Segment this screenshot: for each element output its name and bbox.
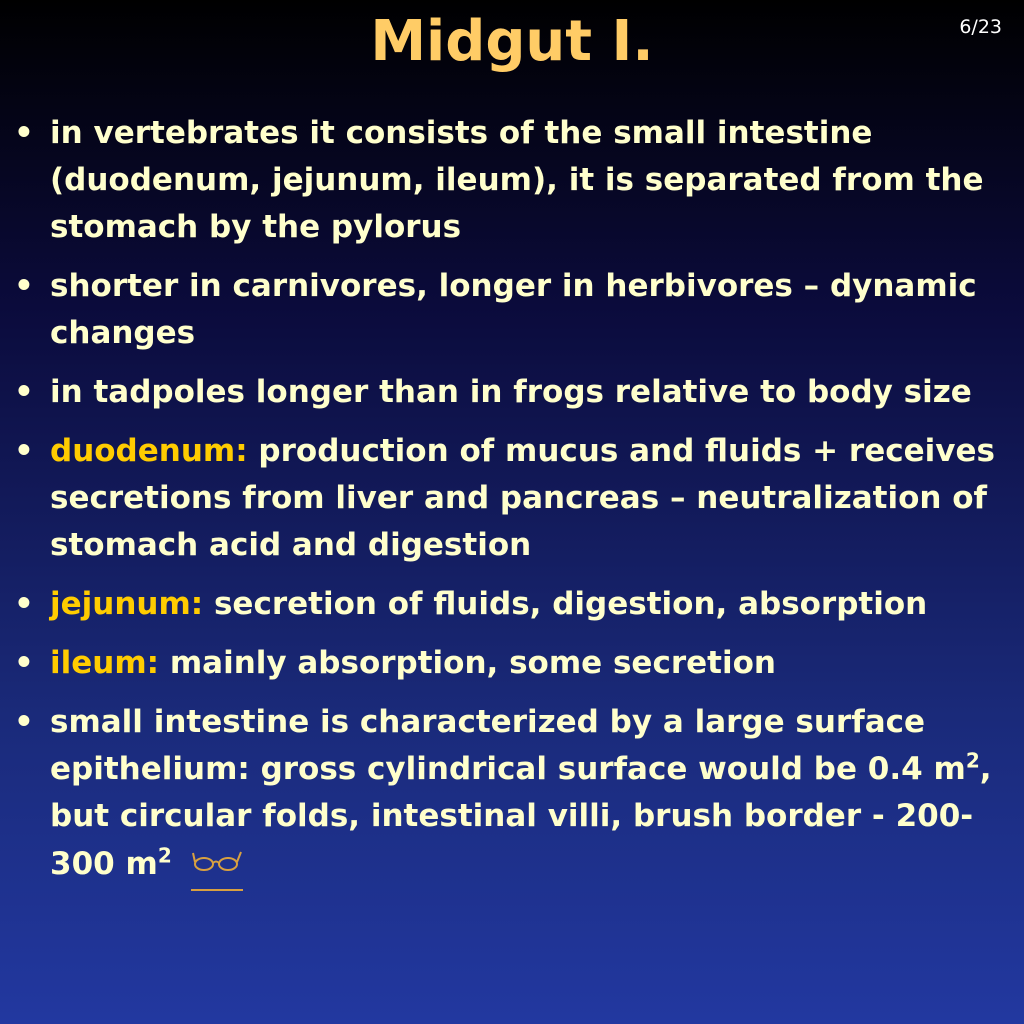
bullet-dot: • [14, 645, 34, 681]
bullet-text: small intestine is characterized by a large surface epithelium: gross cylindrical surface would be 0.4 m [50, 704, 966, 787]
bullet-item [14, 699, 1010, 891]
bullet-dot: • [14, 115, 34, 151]
bullet-dot: • [14, 374, 34, 410]
bullet-list [14, 110, 1010, 903]
bullet-item [14, 640, 1010, 687]
bullet-item [14, 263, 1010, 357]
bullet-item [14, 369, 1010, 416]
bullet-dot: • [14, 268, 34, 304]
page-number: 6/23 [959, 16, 1002, 38]
bullet-item [14, 581, 1010, 628]
bullet-text: shorter in carnivores, longer in herbivores – dynamic changes [50, 268, 977, 351]
bullet-term: duodenum: [50, 433, 248, 469]
bullet-item [14, 110, 1010, 251]
bullet-text: in vertebrates it consists of the small intestine (duodenum, jejunum, ileum), it is separated from the stomach by the pylorus [50, 115, 984, 245]
superscript: 2 [965, 748, 980, 773]
bullet-text: in tadpoles longer than in frogs relative to body size [50, 374, 972, 410]
bullet-term: ileum: [50, 645, 160, 681]
bullet-dot: • [14, 704, 34, 740]
bullet-dot: • [14, 586, 34, 622]
bullet-text: , but circular folds, intestinal villi, brush border - 200-300 m [50, 751, 992, 882]
bullet-text: secretion of fluids, digestion, absorption [213, 586, 928, 622]
superscript: 2 [157, 843, 172, 868]
bullet-term: jejunum: [50, 586, 204, 622]
glasses-icon-svg [191, 849, 243, 873]
bullet-text: mainly absorption, some secretion [169, 645, 776, 681]
glasses-icon[interactable] [191, 840, 243, 891]
slide-title: Midgut I. [370, 9, 654, 74]
bullet-item [14, 428, 1010, 569]
bullet-text: production of mucus and fluids + receives secretions from liver and pancreas – neutralization of stomach acid and digestion [50, 433, 995, 563]
bullet-dot: • [14, 433, 34, 469]
